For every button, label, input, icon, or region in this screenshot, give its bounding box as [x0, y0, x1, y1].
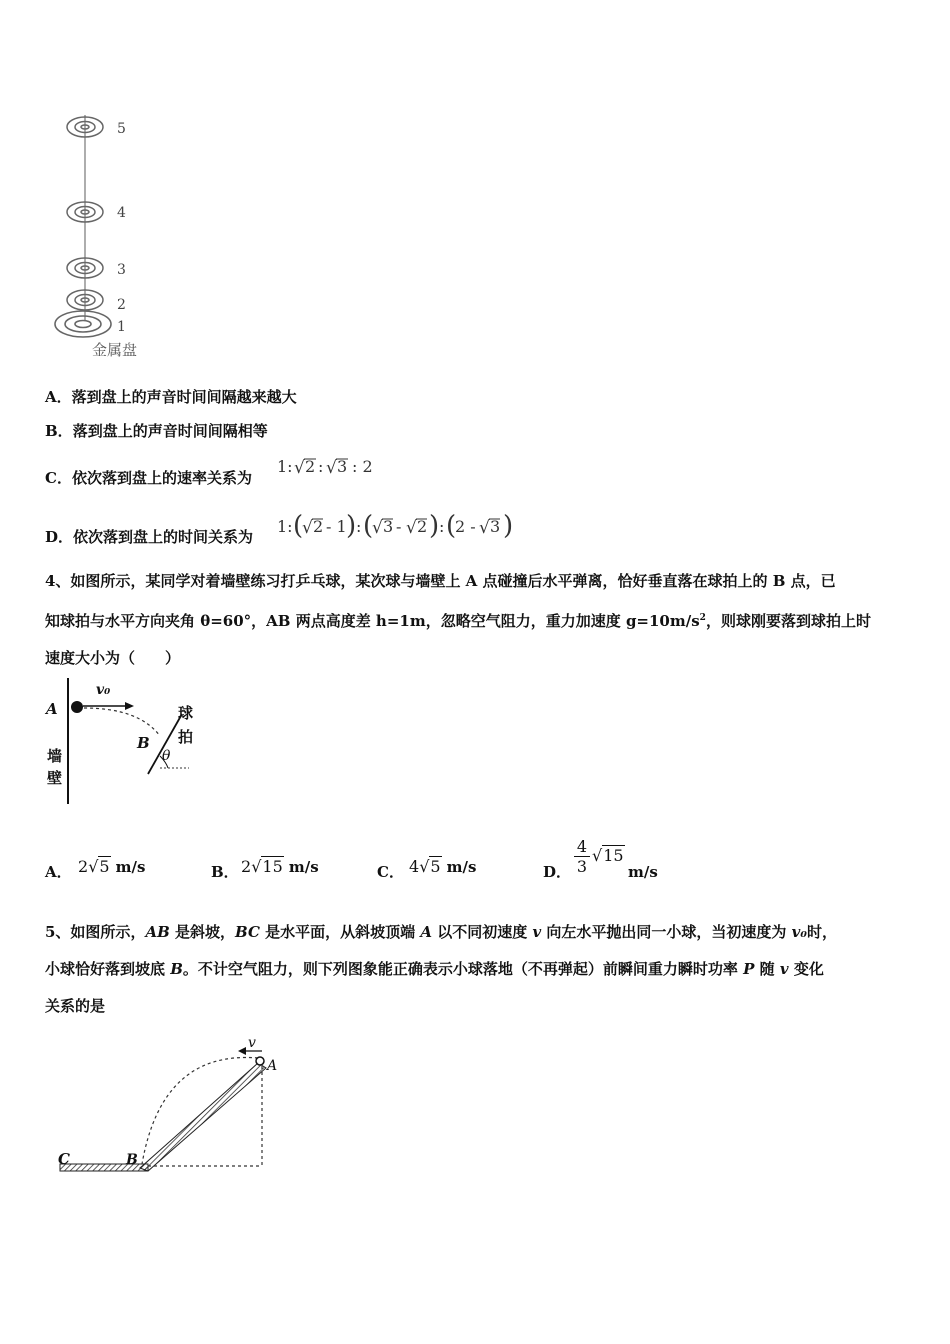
svg-text:3: 3 [337, 457, 348, 476]
q4-option-d-fraction: 4 3 [574, 838, 590, 877]
q4-line-2: 知球拍与水平方向夹角 θ=60°，AB 两点高度差 h=1m，忽略空气阻力，重力加速度 $g=10m/s^2$，则球刚要落到球拍上时 [45, 612, 871, 630]
svg-text:1:: 1: [277, 457, 293, 476]
svg-text:2: 2 [313, 517, 324, 536]
q5-stem [45, 914, 915, 1025]
q3-option-d [45, 526, 253, 547]
option-letter: D． [543, 863, 572, 881]
disk-label-4: 4 [117, 205, 126, 221]
option-text: 落到盘上的声音时间间隔越来越大 [71, 388, 297, 406]
option-letter: C． [45, 469, 72, 487]
option-letter: B． [211, 863, 239, 881]
disk-label-2: 2 [117, 297, 126, 313]
q3-option-c-math [276, 454, 386, 480]
svg-text:3: 3 [383, 517, 394, 536]
svg-text:2: 2 [305, 457, 316, 476]
label-wall-2: 壁 [47, 769, 63, 787]
slope-ab [140, 1063, 266, 1171]
disk-1-metal-plate [55, 311, 111, 337]
q3-option-b [45, 420, 268, 441]
svg-text:(: ( [293, 511, 304, 541]
ball [256, 1057, 264, 1065]
q4-option-b [211, 861, 239, 882]
trajectory [84, 708, 160, 736]
svg-text:3: 3 [490, 517, 501, 536]
option-text: 依次落到盘上的速率关系为 [71, 469, 252, 487]
svg-text::: : [356, 517, 362, 536]
option-text: 落到盘上的声音时间间隔相等 [72, 422, 268, 440]
svg-text:): ) [429, 511, 440, 541]
metal-plate-label: 金属盘 [92, 341, 138, 359]
q4-line-1: 4、如图所示，某同学对着墙壁练习打乒乓球，某次球与墙壁上 A 点碰撞后水平弹离，恰好垂直落在球拍上的 B 点，已 [45, 572, 836, 590]
label-v0: v₀ [96, 682, 111, 698]
option-letter: C． [377, 863, 404, 881]
label-A: A [46, 700, 58, 718]
q4-option-a-value: 2√5 m/s [78, 857, 146, 876]
option-text: 依次落到盘上的时间关系为 [73, 528, 254, 546]
q4-option-d-root: √15 [592, 846, 624, 865]
ball [71, 701, 83, 713]
q3-option-d-math [276, 508, 526, 542]
disk-label-1: 1 [117, 319, 126, 335]
svg-text:√: √ [479, 518, 490, 538]
svg-text:√: √ [406, 518, 417, 538]
svg-text:): ) [346, 511, 357, 541]
q4-superscript: 2 [699, 613, 706, 623]
svg-text:-: - [396, 517, 402, 536]
q4-option-a [45, 861, 72, 882]
label-wall-1: 墙 [47, 747, 63, 765]
svg-text::: : [439, 517, 445, 536]
option-letter: A． [45, 863, 72, 881]
q4-option-d [543, 861, 571, 882]
svg-text:2 -: 2 - [455, 517, 476, 536]
svg-text::: : [318, 457, 324, 476]
svg-text:√: √ [326, 458, 337, 478]
svg-text:√: √ [294, 458, 305, 478]
label-racket-2: 拍 [178, 728, 194, 746]
label-B: B [126, 1152, 138, 1168]
q3-option-a [45, 386, 297, 407]
svg-text:- 1: - 1 [326, 517, 347, 536]
svg-text:): ) [503, 511, 514, 541]
disk-label-5: 5 [117, 121, 126, 137]
figure-slope [52, 1030, 292, 1180]
q4-option-d-unit: m/s [628, 863, 658, 881]
label-theta: θ [162, 748, 171, 764]
option-letter: D． [45, 528, 74, 546]
q5-line-2: 小球恰好落到坡底 B。不计空气阻力，则下列图象能正确表示小球落地（不再弹起）前瞬间重力瞬时功率 P 随 v 变化 [45, 960, 824, 978]
q4-option-c [377, 861, 404, 882]
option-letter: B． [45, 422, 73, 440]
q5-line-3: 关系的是 [45, 997, 106, 1015]
svg-text:1:: 1: [277, 517, 293, 536]
q5-line-1: 5、如图所示，AB 是斜坡，BC 是水平面，从斜坡顶端 A 以不同初速度 v 向左水平抛出同一小球，当初速度为 v₀时， [45, 923, 837, 941]
q3-option-d-math-source [0, 0, 1, 1]
label-A: A [267, 1058, 278, 1074]
svg-text:2: 2 [417, 517, 428, 536]
label-v: v [248, 1035, 256, 1051]
option-letter: A． [45, 388, 72, 406]
arrow-head [125, 702, 134, 710]
svg-text:: 2: : 2 [352, 457, 373, 476]
q4-option-c-value: 4√5 m/s [409, 857, 477, 876]
svg-text:(: ( [363, 511, 374, 541]
q4-stem [45, 563, 915, 677]
figure-ping-pong [44, 676, 204, 806]
q4-line-3: 速度大小为（ ） [45, 649, 181, 667]
svg-text:√: √ [302, 518, 313, 538]
q4-option-b-value: 2√15 m/s [241, 857, 319, 876]
q3-option-c [45, 467, 252, 488]
figure-metal-disks [45, 105, 175, 365]
label-racket-1: 球 [178, 704, 194, 722]
racket-line [148, 714, 182, 774]
svg-text:√: √ [372, 518, 383, 538]
svg-text:(: ( [446, 511, 457, 541]
disk-label-3: 3 [117, 262, 126, 278]
label-B: B [137, 734, 150, 752]
trajectory [142, 1057, 258, 1164]
arrow-head [238, 1047, 246, 1055]
label-C: C [58, 1150, 70, 1168]
